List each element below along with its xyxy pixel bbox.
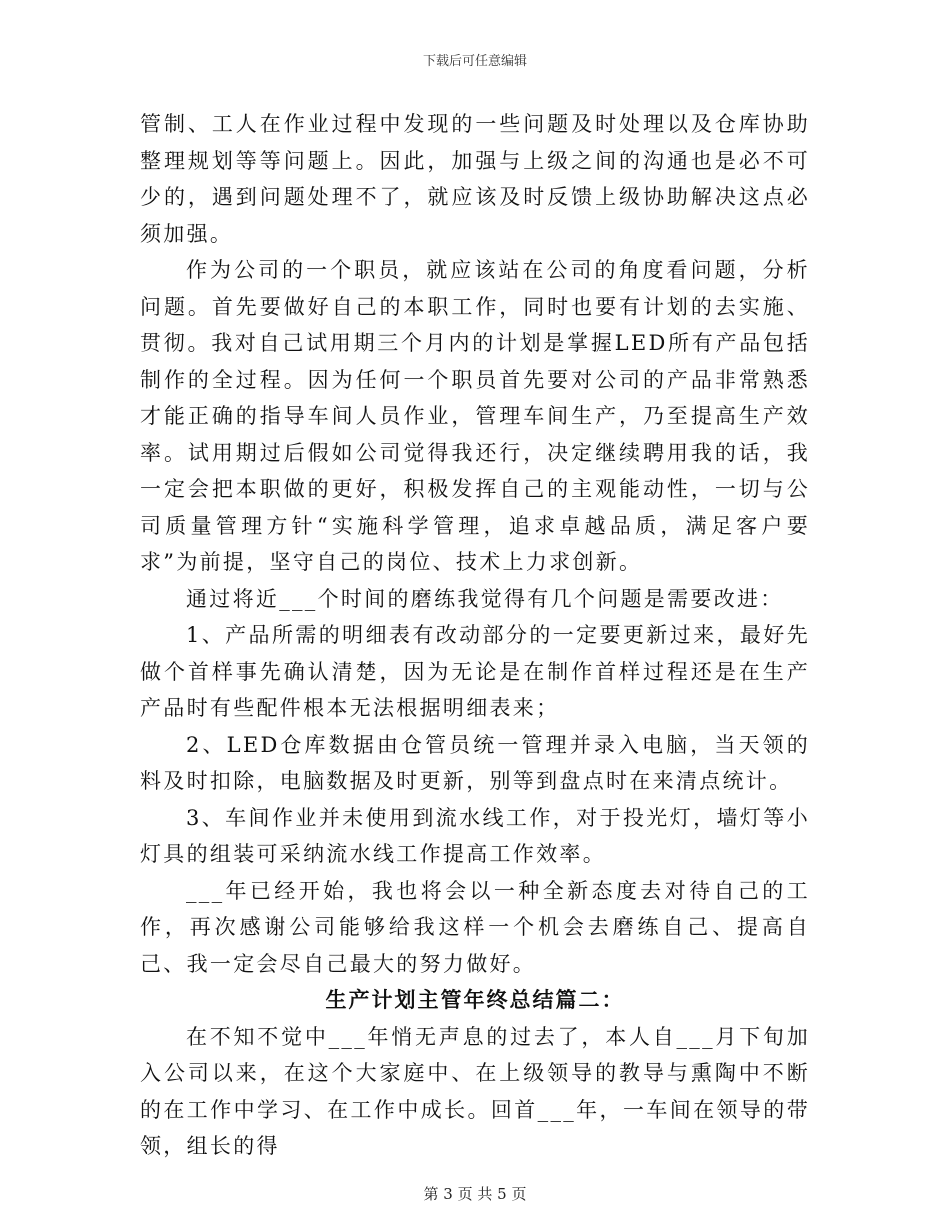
page-number: 第 3 页 共 5 页	[423, 1185, 527, 1203]
paragraph-item-1: 1、产品所需的明细表有改动部分的一定要更新过来，最好先做个首样事先确认清楚，因为无论是在制作首样过程还是在生产产品时有些配件根本无法根据明细表来；	[140, 623, 810, 720]
section-heading: 生产计划主管年终总结篇二：	[325, 988, 625, 1012]
paragraph-item-2: 2、LED仓库数据由仓管员统一管理并录入电脑，当天领的料及时扣除，电脑数据及时更新，别等到盘点时在来清点统计。	[140, 732, 810, 793]
paragraph-improvements-intro: 通过将近___个时间的磨练我觉得有几个问题是需要改进：	[186, 586, 784, 611]
paragraph-section-two-intro: 在不知不觉中___年悄无声息的过去了，本人自___月下旬加入公司以来，在这个大家庭中、在上级领导的教导与熏陶中不断的在工作中学习、在工作中成长。回首___年，一车间在领导的带领，组长的得	[140, 1024, 810, 1158]
paragraph-employee-plan: 作为公司的一个职员，就应该站在公司的角度看问题，分析问题。首先要做好自己的本职工作，同时也要有计划的去实施、贯彻。我对自己试用期三个月内的计划是掌握LED所有产品包括制作的全过程。因为任何一个职员首先要对公司的产品非常熟悉才能正确的指导车间人员作业，管理车间生产，乃至提高生产效率。试用期过后假如公司觉得我还行，决定继续聘用我的话，我一定会把本职做的更好，积极发挥自己的主观能动性，一切与公司质量管理方针“实施科学管理，追求卓越品质，满足客户要求”为前提，坚守自己的岗位、技术上力求创新。	[140, 258, 810, 574]
paragraph-item-3: 3、车间作业并未使用到流水线工作，对于投光灯，墙灯等小灯具的组装可采纳流水线工作提高工作效率。	[140, 805, 810, 866]
document-body	[140, 106, 810, 1165]
paragraph-closing: ___年已经开始，我也将会以一种全新态度去对待自己的工作，再次感谢公司能够给我这样一个机会去磨练自己、提高自己、我一定会尽自己最大的努力做好。	[140, 878, 810, 976]
page-header-note: 下载后可任意编辑	[422, 54, 527, 69]
paragraph-continuation: 管制、工人在作业过程中发现的一些问题及时处理以及仓库协助整理规划等等问题上。因此，加强与上级之间的沟通也是必不可少的，遇到问题处理不了，就应该及时反馈上级协助解决这点必须加强。	[140, 112, 810, 246]
